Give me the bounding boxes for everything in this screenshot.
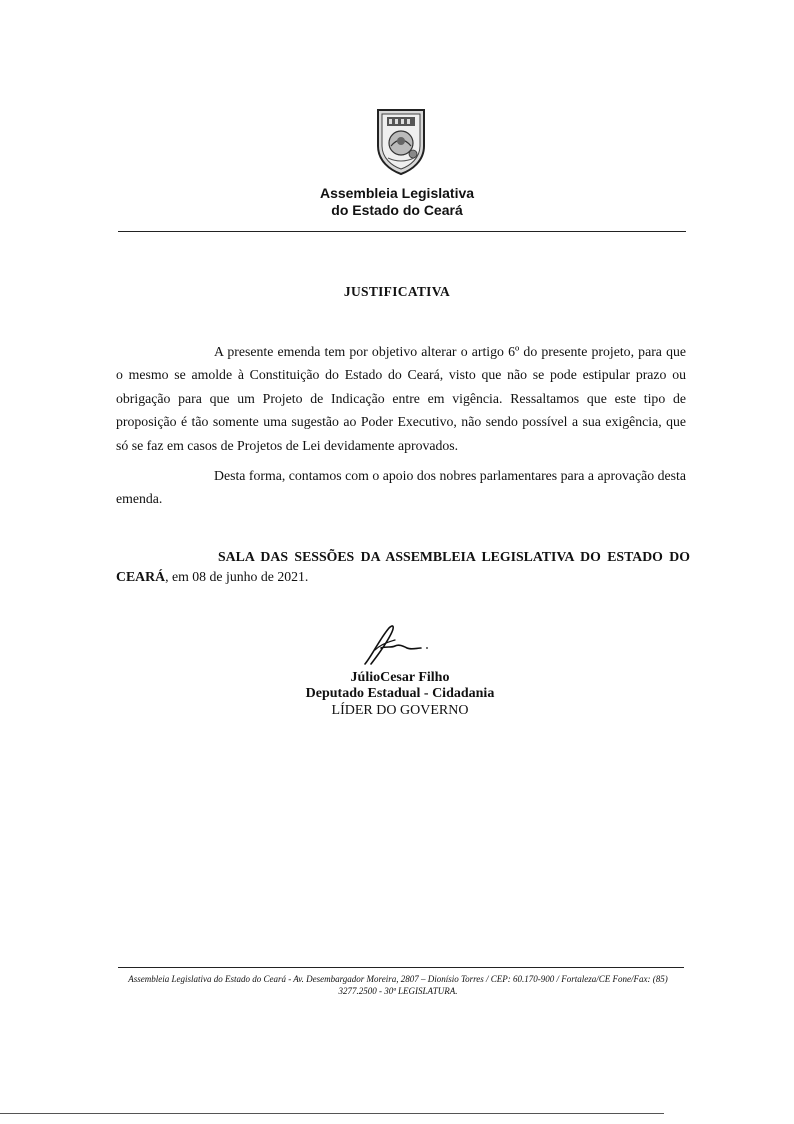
page-bottom-edge-line — [0, 1113, 664, 1114]
institution-name-line1: Assembleia Legislativa — [319, 185, 475, 201]
session-closing-bold: SALA DAS SESSÕES DA ASSEMBLEIA LEGISLATIVA DO ESTADO DO CEARÁ — [116, 549, 690, 584]
footer-address-line1: Assembleia Legislativa do Estado do Ceará - Av. Desembargador Moreira, 2807 – Dionísio Torres / CEP: 60.170-900 / Fortaleza/CE Fone/Fax: (85) — [128, 974, 668, 984]
document-heading: JUSTIFICATIVA — [343, 284, 451, 299]
footer-address — [112, 973, 684, 997]
institution-name-line2: do Estado do Ceará — [331, 202, 463, 218]
signatory-role: Deputado Estadual - Cidadania — [305, 686, 495, 701]
footer-address-line2: 3277.2500 - 30ª LEGISLATURA. — [338, 986, 458, 996]
header-divider — [118, 231, 686, 232]
footer-divider — [118, 967, 684, 968]
state-crest-logo — [372, 106, 430, 176]
session-closing-date: , em 08 de junho de 2021. — [165, 569, 309, 584]
signatory-name: JúlioCesar Filho — [350, 670, 450, 685]
justification-paragraph-1: A presente emenda tem por objetivo alterar o artigo 6º do presente projeto, para que o mesmo se amolde à Constituição do Estado do Ceará, visto que não se pode estipular prazo ou obrigação para que um Projeto de Indicação entre em vigência. Ressaltamos que este tipo de proposição é tão somente uma sugestão ao Poder Executivo, não sendo possível a sua exigência, que só se faz em casos de Projetos de Lei devidamente aprovados. — [116, 344, 686, 453]
handwritten-signature — [355, 620, 435, 668]
signatory-title: LÍDER DO GOVERNO — [331, 703, 469, 718]
session-closing — [116, 547, 690, 587]
justification-paragraph-2: Desta forma, contamos com o apoio dos nobres parlamentares para a aprovação desta emenda. — [116, 468, 686, 507]
